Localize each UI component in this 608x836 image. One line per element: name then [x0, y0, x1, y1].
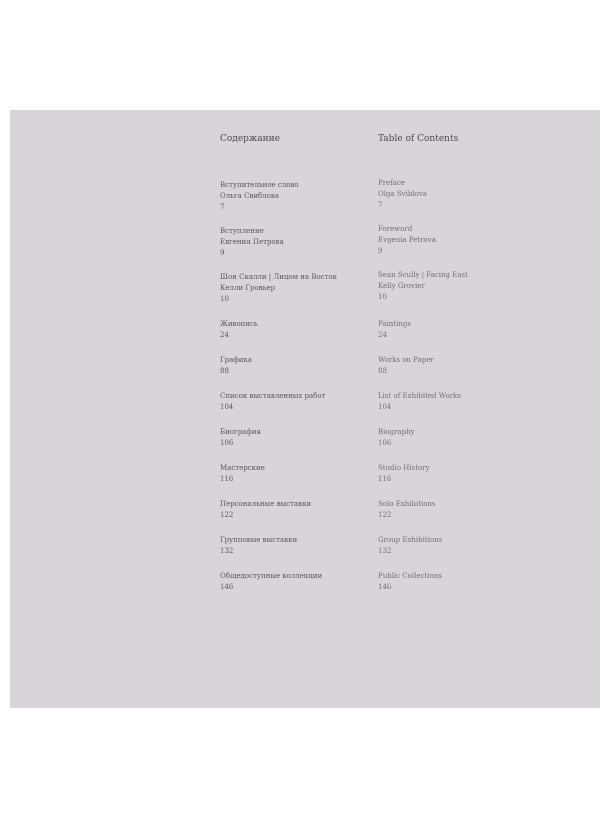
toc-entry-title: Foreword — [378, 225, 413, 233]
toc-entry-page-number: 9 — [378, 247, 383, 255]
toc-entry-page-number: 146 — [378, 583, 392, 591]
toc-entry-page-number: 104 — [378, 403, 392, 411]
toc-entry-russian — [220, 499, 311, 521]
toc-entry-author: Kelly Grovier — [378, 282, 425, 290]
toc-entry-english — [378, 427, 415, 449]
toc-heading-russian: Содержание — [220, 134, 280, 144]
toc-entry-english — [378, 224, 436, 257]
toc-entry-page-number: 24 — [378, 331, 387, 339]
toc-entry-title: List of Exhibited Works — [378, 392, 461, 400]
toc-entry-title: Sean Scully | Facing East — [378, 271, 468, 279]
toc-entry-page-number: 106 — [378, 439, 392, 447]
toc-entry-title: Paintings — [378, 320, 411, 328]
toc-entry-russian — [220, 427, 261, 449]
toc-entry-russian — [220, 355, 252, 377]
toc-entry-author: Olga Sviblova — [378, 190, 427, 198]
toc-entry-english — [378, 463, 430, 485]
toc-entry-english — [378, 499, 436, 521]
toc-entry-title: Живопись — [220, 320, 258, 328]
toc-entry-page-number: 10 — [378, 293, 387, 301]
toc-entry-title: Персональные выставки — [220, 500, 312, 508]
toc-entry-page-number: 7 — [220, 203, 225, 211]
toc-entry-english — [378, 391, 461, 413]
toc-entry-russian — [220, 391, 325, 413]
toc-entry-russian — [220, 272, 337, 305]
toc-entry-title: Вступление — [220, 227, 264, 235]
toc-entry-russian — [220, 463, 265, 485]
toc-entry-page-number: 146 — [220, 583, 234, 591]
toc-entry-title: Графика — [220, 356, 252, 364]
toc-entry-title: Public Collections — [378, 572, 442, 580]
toc-entry-title: Список выставленных работ — [220, 392, 326, 400]
toc-entry-title: Studio History — [378, 464, 430, 472]
toc-entry-title: Group Exhibitions — [378, 536, 443, 544]
book-page — [10, 110, 600, 708]
toc-entry-page-number: 24 — [220, 331, 229, 339]
toc-entry-title: Preface — [378, 179, 406, 187]
toc-entry-page-number: 122 — [220, 511, 234, 519]
toc-entry-author: Ольга Свиблова — [220, 192, 280, 200]
toc-entry-page-number: 10 — [220, 295, 229, 303]
toc-entry-russian — [220, 535, 297, 557]
toc-entry-title: Вступительное слово — [220, 181, 299, 189]
toc-entry-title: Шон Скалли | Лицом на Восток — [220, 273, 338, 281]
toc-entry-title: Общедоступные коллекции — [220, 572, 323, 580]
toc-entry-title: Биография — [220, 428, 261, 436]
toc-entry-english — [378, 355, 434, 377]
toc-heading-english: Table of Contents — [378, 134, 459, 144]
toc-entry-author: Келли Гровьер — [220, 284, 276, 292]
toc-entry-page-number: 116 — [378, 475, 392, 483]
toc-entry-russian — [220, 226, 284, 259]
toc-entry-page-number: 88 — [220, 367, 229, 375]
toc-entry-title: Works on Paper — [378, 356, 434, 364]
toc-entry-page-number: 132 — [378, 547, 392, 555]
toc-entry-page-number: 116 — [220, 475, 234, 483]
toc-entry-page-number: 88 — [378, 367, 387, 375]
toc-entry-title: Biography — [378, 428, 415, 436]
toc-entry-title: Solo Exhibitions — [378, 500, 436, 508]
toc-entry-page-number: 9 — [220, 249, 225, 257]
toc-entry-english — [378, 535, 442, 557]
toc-entry-page-number: 7 — [378, 201, 383, 209]
toc-entry-author: Evgenia Petrova — [378, 236, 436, 244]
toc-entry-english — [378, 270, 468, 303]
toc-entry-russian — [220, 571, 322, 593]
toc-entry-author: Евгения Петрова — [220, 238, 284, 246]
toc-entry-russian — [220, 180, 299, 213]
toc-entry-english — [378, 178, 427, 211]
toc-entry-page-number: 104 — [220, 403, 234, 411]
toc-entry-title: Групповые выставки — [220, 536, 298, 544]
toc-entry-page-number: 132 — [220, 547, 234, 555]
toc-entry-page-number: 122 — [378, 511, 392, 519]
toc-entry-title: Мастерские — [220, 464, 265, 472]
toc-entry-english — [378, 319, 411, 341]
toc-entry-english — [378, 571, 442, 593]
toc-entry-russian — [220, 319, 258, 341]
toc-entry-page-number: 106 — [220, 439, 234, 447]
